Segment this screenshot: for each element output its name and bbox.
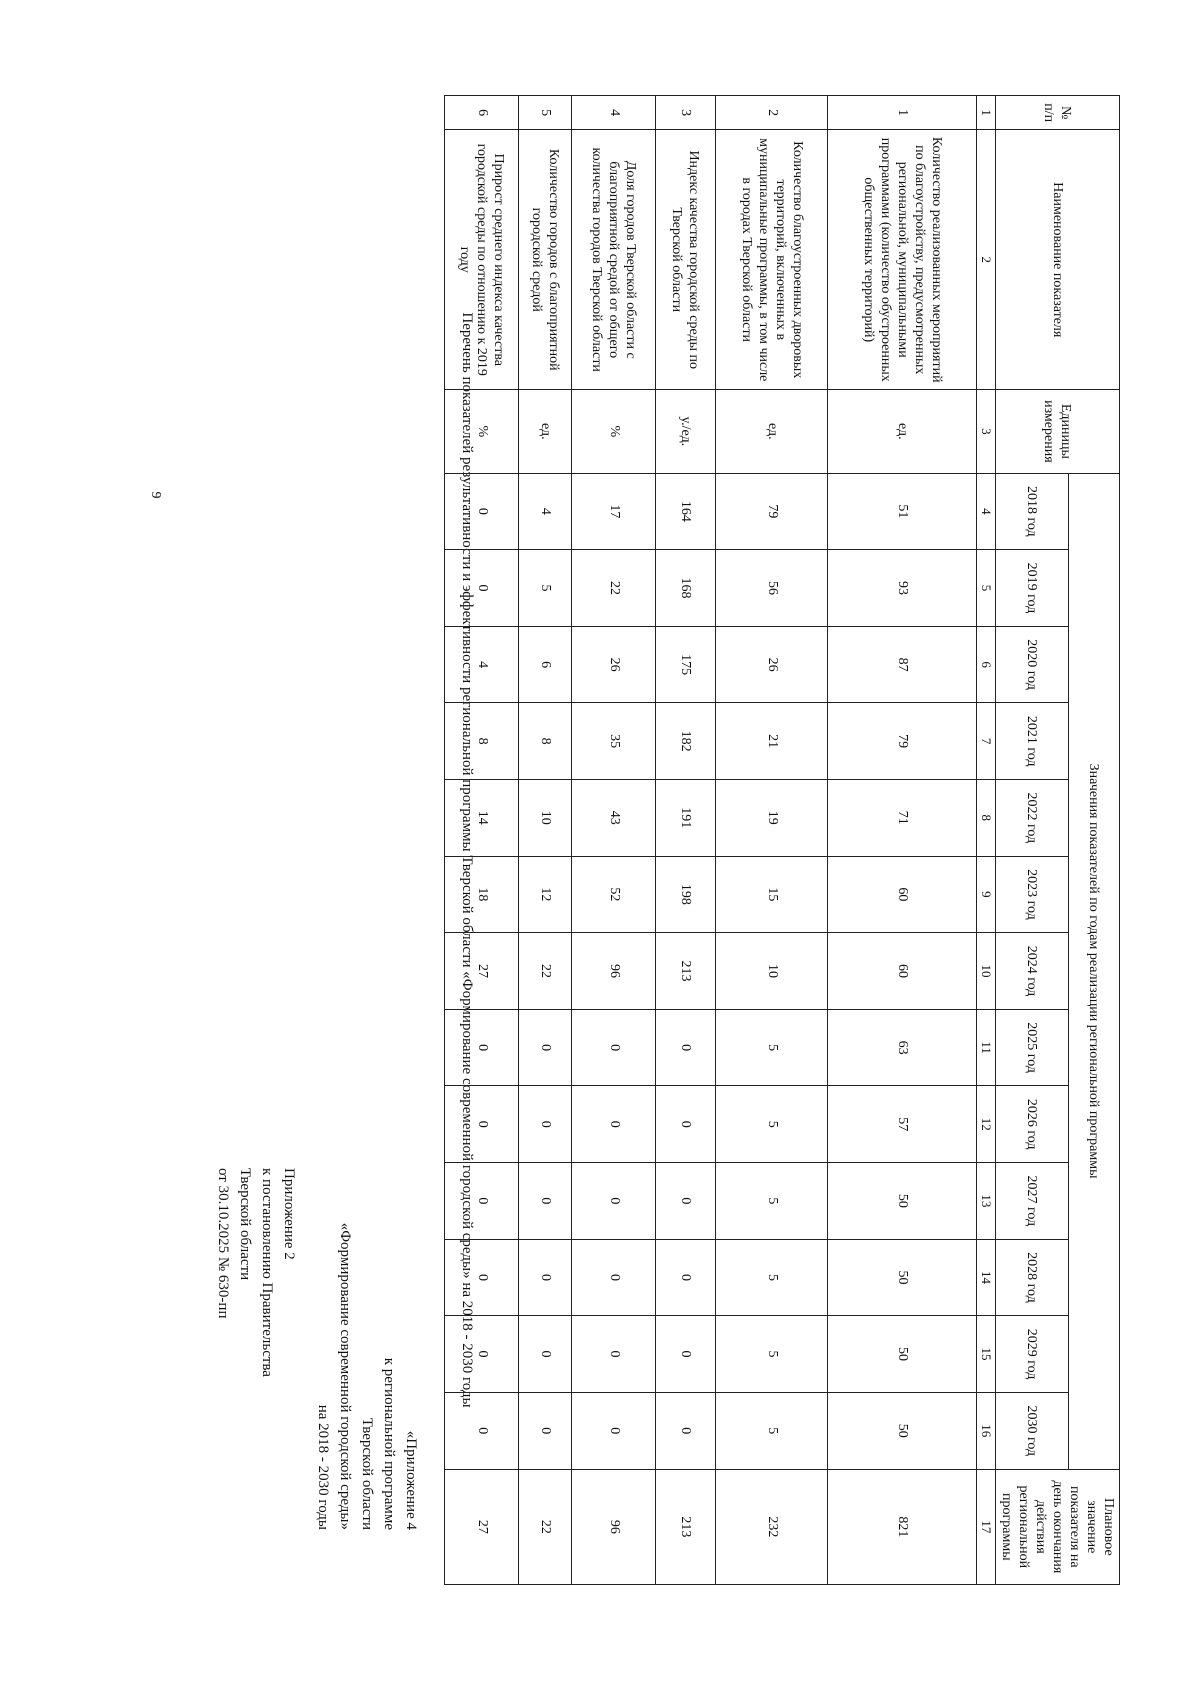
column-number: 1 — [977, 96, 996, 130]
column-number: 10 — [977, 933, 996, 1010]
value-cell: 0 — [655, 1316, 715, 1393]
column-number: 6 — [977, 626, 996, 703]
value-cell: 0 — [519, 1392, 572, 1469]
row-number: 2 — [715, 96, 828, 130]
value-cell: 52 — [572, 856, 656, 933]
value-cell: 0 — [445, 1239, 519, 1316]
page-number: 9 — [148, 491, 163, 499]
table-row — [519, 96, 572, 1585]
value-cell: 191 — [655, 779, 715, 856]
value-cell: 14 — [445, 779, 519, 856]
value-cell: 50 — [828, 1239, 977, 1316]
row-number: 4 — [572, 96, 656, 130]
header-year: 2028 год — [996, 1239, 1069, 1316]
value-cell: 35 — [572, 703, 656, 780]
header-num: № п/п — [996, 96, 1120, 130]
value-cell: 50 — [828, 1392, 977, 1469]
value-cell: 0 — [572, 1086, 656, 1163]
row-number: 6 — [445, 96, 519, 130]
appendix-program-line: к региональной программе — [381, 1357, 397, 1530]
value-cell: 198 — [655, 856, 715, 933]
column-number: 9 — [977, 856, 996, 933]
value-cell: 10 — [715, 933, 828, 1010]
value-cell: 26 — [572, 626, 656, 703]
appendix-decree-line: к постановлению Правительства — [259, 1168, 275, 1377]
header-year: 2030 год — [996, 1392, 1069, 1469]
indicator-name: Индекс качества городской среды по Тверской области — [655, 130, 715, 390]
value-cell: 0 — [445, 1316, 519, 1393]
row-number: 3 — [655, 96, 715, 130]
value-cell: 27 — [445, 933, 519, 1010]
header-year: 2026 год — [996, 1086, 1069, 1163]
value-cell: 0 — [445, 1392, 519, 1469]
value-cell: 17 — [572, 473, 656, 550]
value-cell: 19 — [715, 779, 828, 856]
appendix-block-program — [312, 1170, 422, 1530]
value-cell: 79 — [828, 703, 977, 780]
value-cell: 5 — [715, 1086, 828, 1163]
value-cell: 8 — [445, 703, 519, 780]
value-cell: 0 — [445, 550, 519, 627]
value-cell: 5 — [715, 1163, 828, 1240]
value-cell: 0 — [519, 1009, 572, 1086]
header-indicator-name: Наименование показателя — [996, 130, 1120, 390]
table-row — [572, 96, 656, 1585]
value-cell: 0 — [655, 1239, 715, 1316]
header-year: 2019 год — [996, 550, 1069, 627]
appendix-program-line: на 2018 - 2030 годы — [315, 1404, 331, 1530]
value-cell: 5 — [715, 1392, 828, 1469]
value-cell: 164 — [655, 473, 715, 550]
column-number: 11 — [977, 1009, 996, 1086]
value-cell: 51 — [828, 473, 977, 550]
column-number: 17 — [977, 1469, 996, 1584]
appendix-program-line: «Формирование современной городской среды» — [337, 1222, 353, 1530]
unit-cell: ед. — [715, 390, 828, 473]
appendix-program-line: Тверской области — [359, 1417, 375, 1530]
value-cell: 6 — [519, 626, 572, 703]
value-cell: 8 — [519, 703, 572, 780]
value-cell: 21 — [715, 703, 828, 780]
value-cell: 0 — [655, 1392, 715, 1469]
appendix-decree-line: от 30.10.2025 № 630-пп — [215, 1168, 231, 1319]
value-cell: 0 — [655, 1163, 715, 1240]
table-row — [445, 96, 519, 1585]
target-value-cell: 96 — [572, 1469, 656, 1584]
indicator-name: Количество реализованных мероприятий по благоустройству, предусмотренных региональной, муниципальными программами (количество обустроенных общественных территорий) — [828, 130, 977, 390]
value-cell: 87 — [828, 626, 977, 703]
value-cell: 213 — [655, 933, 715, 1010]
value-cell: 4 — [445, 626, 519, 703]
target-value-cell: 821 — [828, 1469, 977, 1584]
indicator-name: Прирост среднего индекса качества городской среды по отношению к 2019 году — [445, 130, 519, 390]
value-cell: 5 — [715, 1239, 828, 1316]
unit-cell: % — [445, 390, 519, 473]
header-values-group: Значения показателей по годам реализации региональной программы — [1068, 473, 1119, 1469]
value-cell: 0 — [572, 1009, 656, 1086]
header-year: 2027 год — [996, 1163, 1069, 1240]
target-value-cell: 232 — [715, 1469, 828, 1584]
unit-cell: % — [572, 390, 656, 473]
column-number: 16 — [977, 1392, 996, 1469]
value-cell: 15 — [715, 856, 828, 933]
value-cell: 0 — [572, 1239, 656, 1316]
value-cell: 60 — [828, 933, 977, 1010]
header-year: 2018 год — [996, 473, 1069, 550]
value-cell: 96 — [572, 933, 656, 1010]
target-value-cell: 27 — [445, 1469, 519, 1584]
value-cell: 0 — [445, 1163, 519, 1240]
header-year: 2024 год — [996, 933, 1069, 1010]
table-row — [715, 96, 828, 1585]
column-number: 2 — [977, 130, 996, 390]
value-cell: 5 — [715, 1316, 828, 1393]
appendix-decree-line: Приложение 2 — [281, 1168, 297, 1260]
table-row — [655, 96, 715, 1585]
value-cell: 0 — [519, 1163, 572, 1240]
value-cell: 12 — [519, 856, 572, 933]
indicator-name: Количество благоустроенных дворовых территорий, включенных в муниципальные программы, в том числе в городах Тверской области — [715, 130, 828, 390]
value-cell: 0 — [655, 1086, 715, 1163]
column-number: 13 — [977, 1163, 996, 1240]
value-cell: 22 — [519, 933, 572, 1010]
value-cell: 0 — [655, 1009, 715, 1086]
value-cell: 50 — [828, 1163, 977, 1240]
value-cell: 0 — [572, 1392, 656, 1469]
appendix-program-line: «Приложение 4 — [403, 1430, 419, 1530]
value-cell: 0 — [445, 473, 519, 550]
value-cell: 0 — [445, 1086, 519, 1163]
value-cell: 0 — [572, 1163, 656, 1240]
column-number: 12 — [977, 1086, 996, 1163]
value-cell: 63 — [828, 1009, 977, 1086]
value-cell: 5 — [519, 550, 572, 627]
indicators-table — [444, 95, 1120, 1585]
column-number: 5 — [977, 550, 996, 627]
value-cell: 93 — [828, 550, 977, 627]
unit-cell: у./ед. — [655, 390, 715, 473]
header-year: 2021 год — [996, 703, 1069, 780]
value-cell: 0 — [519, 1239, 572, 1316]
value-cell: 60 — [828, 856, 977, 933]
value-cell: 10 — [519, 779, 572, 856]
document-title: Перечень показателей результативности и эффективности региональной программы Тверской области «Формирование современной городской среды» на 2018 - 2030 годы — [459, 312, 475, 1408]
value-cell: 50 — [828, 1316, 977, 1393]
column-number: 7 — [977, 703, 996, 780]
header-year: 2029 год — [996, 1316, 1069, 1393]
value-cell: 26 — [715, 626, 828, 703]
column-number: 15 — [977, 1316, 996, 1393]
value-cell: 175 — [655, 626, 715, 703]
table-row — [828, 96, 977, 1585]
value-cell: 168 — [655, 550, 715, 627]
indicator-name: Доля городов Тверской области с благоприятной средой от общего количества городов Тверской области — [572, 130, 656, 390]
header-year: 2020 год — [996, 626, 1069, 703]
row-number: 5 — [519, 96, 572, 130]
header-unit: Единицы измерения — [996, 390, 1120, 473]
target-value-cell: 213 — [655, 1469, 715, 1584]
value-cell: 0 — [519, 1086, 572, 1163]
value-cell: 43 — [572, 779, 656, 856]
column-number: 4 — [977, 473, 996, 550]
value-cell: 182 — [655, 703, 715, 780]
value-cell: 56 — [715, 550, 828, 627]
appendix-block-decree — [212, 1168, 300, 1408]
column-number: 14 — [977, 1239, 996, 1316]
column-number: 3 — [977, 390, 996, 473]
value-cell: 71 — [828, 779, 977, 856]
row-number: 1 — [828, 96, 977, 130]
header-year: 2023 год — [996, 856, 1069, 933]
value-cell: 0 — [445, 1009, 519, 1086]
target-value-cell: 22 — [519, 1469, 572, 1584]
header-year: 2022 год — [996, 779, 1069, 856]
unit-cell: ед. — [519, 390, 572, 473]
header-year: 2025 год — [996, 1009, 1069, 1086]
value-cell: 0 — [519, 1316, 572, 1393]
value-cell: 22 — [572, 550, 656, 627]
unit-cell: ед. — [828, 390, 977, 473]
indicator-name: Количество городов с благоприятной городской средой — [519, 130, 572, 390]
appendix-decree-line: Тверской области — [237, 1168, 253, 1281]
value-cell: 18 — [445, 856, 519, 933]
value-cell: 4 — [519, 473, 572, 550]
value-cell: 5 — [715, 1009, 828, 1086]
value-cell: 0 — [572, 1316, 656, 1393]
value-cell: 57 — [828, 1086, 977, 1163]
column-number: 8 — [977, 779, 996, 856]
value-cell: 79 — [715, 473, 828, 550]
header-target-value: Плановое значение показателя на день окончания действия региональной программы — [996, 1469, 1120, 1584]
